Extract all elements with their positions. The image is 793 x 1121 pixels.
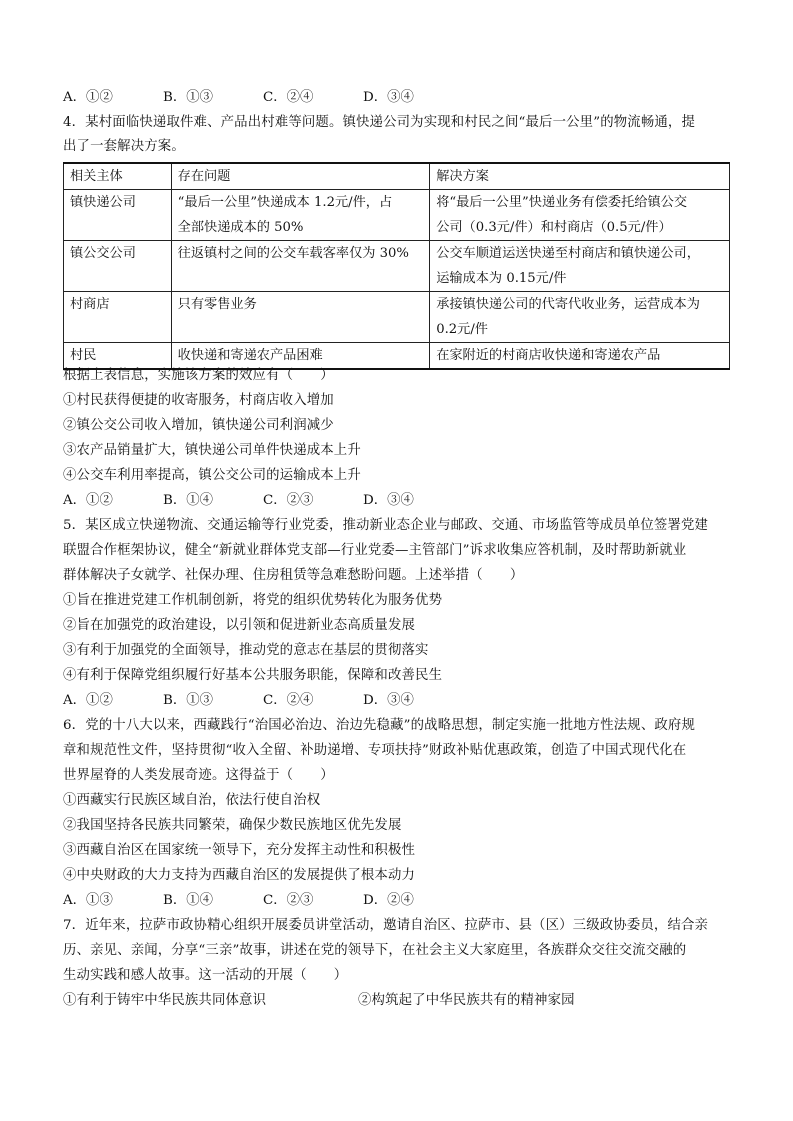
q6-item-4: ④中央财政的大力支持为西藏自治区的发展提供了根本动力 xyxy=(63,868,416,883)
q3-option-b[interactable]: B．①③ xyxy=(163,90,214,105)
q6-item-1: ①西藏实行民族区域自治，依法行使自治权 xyxy=(63,793,321,808)
q6-stem-line2: 章和规范性文件，坚持贯彻“收入全留、补助递增、专项扶持”财政补贴优惠政策，创造了中国式现代化在 xyxy=(63,743,687,758)
q3-options xyxy=(63,89,414,107)
table-header-problem: 存在问题 xyxy=(171,163,430,190)
q4-options xyxy=(63,492,414,510)
q7-item-1: ①有利于铸牢中华民族共同体意识 xyxy=(63,993,267,1008)
table-cell-subject: 村民 xyxy=(64,343,172,370)
q5-item-2: ②旨在加强党的政治建设，以引领和促进新业态高质量发展 xyxy=(63,618,416,633)
q4-item-3: ③农产品销量扩大，镇快递公司单件快递成本上升 xyxy=(63,443,361,458)
q5-stem-line2: 联盟合作框架协议，健全“新就业群体党支部—行业党委—主管部门”诉求收集应答机制，及时帮助新就业 xyxy=(63,543,687,558)
q4-option-d[interactable]: D．③④ xyxy=(363,493,414,508)
q4-option-a[interactable]: A．①② xyxy=(63,493,113,508)
q6-item-3: ③西藏自治区在国家统一领导下，充分发挥主动性和积极性 xyxy=(63,843,416,858)
table-cell-solution: 在家附近的村商店收快递和寄递农产品 xyxy=(430,343,730,370)
table-cell-solution: 将“最后一公里”快递业务有偿委托给镇公交 公司（0.3元/件）和村商店（0.5元/件） xyxy=(430,190,730,241)
q7-stem-line2: 历、亲见、亲闻，分享“三亲”故事，讲述在党的领导下，在社会主义大家庭里，各族群众交往交流交融的 xyxy=(63,943,687,958)
q7-item-2: ②构筑起了中华民族共有的精神家园 xyxy=(358,993,575,1008)
q4-item-1: ①村民获得便捷的收寄服务，村商店收入增加 xyxy=(63,393,334,408)
table-row xyxy=(64,241,730,292)
q6-option-a[interactable]: A．①③ xyxy=(63,893,113,908)
table-header-row xyxy=(64,163,730,190)
q6-stem-line3: 世界屋脊的人类发展奇迹。这得益于（ ） xyxy=(63,768,334,783)
q4-option-b[interactable]: B．①④ xyxy=(163,493,214,508)
q4-stem-line1: 4．某村面临快递取件难、产品出村难等问题。镇快递公司为实现和村民之间“最后一公里”的物流畅通，提 xyxy=(63,115,695,130)
table-cell-problem: 往返镇村之间的公交车载客率仅为 30% xyxy=(171,241,430,292)
q6-options xyxy=(63,892,414,910)
q5-stem-line3: 群体解决子女就学、社保办理、住房租赁等急难愁盼问题。上述举措（ ） xyxy=(63,568,524,583)
q4-item-4: ④公交车利用率提高，镇公交公司的运输成本上升 xyxy=(63,468,361,483)
q6-stem-line1: 6．党的十八大以来，西藏践行“治国必治边、治边先稳藏”的战略思想，制定实施一批地方性法规、政府规 xyxy=(63,718,695,733)
table-header-solution: 解决方案 xyxy=(430,163,730,190)
q6-option-b[interactable]: B．①④ xyxy=(163,893,214,908)
q4-item-2: ②镇公交公司收入增加，镇快递公司利润减少 xyxy=(63,418,334,433)
table-cell-solution: 承接镇快递公司的代寄代收业务，运营成本为 0.2元/件 xyxy=(430,292,730,343)
q5-options xyxy=(63,692,414,710)
q6-option-c[interactable]: C．②③ xyxy=(263,893,314,908)
q5-stem-line1: 5．某区成立快递物流、交通运输等行业党委，推动新业态企业与邮政、交通、市场监管等成员单位签署党建 xyxy=(63,518,709,533)
q7-stem-line1: 7．近年来，拉萨市政协精心组织开展委员讲堂活动，邀请自治区、拉萨市、县（区）三级政协委员，结合亲 xyxy=(63,918,709,933)
q4-stem-line2: 出了一套解决方案。 xyxy=(63,139,185,154)
q3-option-a[interactable]: A．①② xyxy=(63,90,113,105)
q5-option-c[interactable]: C．②④ xyxy=(263,693,314,708)
q4-table xyxy=(63,162,730,370)
q7-stem-line3: 生动实践和感人故事。这一活动的开展（ ） xyxy=(63,968,348,983)
table-cell-problem: “最后一公里”快递成本 1.2元/件，占 全部快递成本的 50% xyxy=(171,190,430,241)
q4-option-c[interactable]: C．②③ xyxy=(263,493,314,508)
table-row xyxy=(64,343,730,370)
table-cell-problem: 收快递和寄递农产品困难 xyxy=(171,343,430,370)
table-cell-solution: 公交车顺道运送快递至村商店和镇快递公司， 运输成本为 0.15元/件 xyxy=(430,241,730,292)
q5-item-4: ④有利于保障党组织履行好基本公共服务职能，保障和改善民生 xyxy=(63,668,443,683)
q3-option-c[interactable]: C．②④ xyxy=(263,90,314,105)
q5-item-1: ①旨在推进党建工作机制创新，将党的组织优势转化为服务优势 xyxy=(63,593,443,608)
table-row xyxy=(64,190,730,241)
q5-item-3: ③有利于加强党的全面领导，推动党的意志在基层的贯彻落实 xyxy=(63,643,429,658)
q6-item-2: ②我国坚持各民族共同繁荣，确保少数民族地区优先发展 xyxy=(63,818,402,833)
table-cell-subject: 镇快递公司 xyxy=(64,190,172,241)
table-cell-subject: 镇公交公司 xyxy=(64,241,172,292)
q3-option-d[interactable]: D．③④ xyxy=(363,90,414,105)
q5-option-a[interactable]: A．①② xyxy=(63,693,113,708)
q5-option-d[interactable]: D．③④ xyxy=(363,693,414,708)
q5-option-b[interactable]: B．①③ xyxy=(163,693,214,708)
table-header-subject: 相关主体 xyxy=(64,163,172,190)
q4-question: 根据上表信息，实施该方案的效应有（ ） xyxy=(63,368,334,383)
q6-option-d[interactable]: D．②④ xyxy=(363,893,414,908)
table-cell-subject: 村商店 xyxy=(64,292,172,343)
table-cell-problem: 只有零售业务 xyxy=(171,292,430,343)
table-row xyxy=(64,292,730,343)
